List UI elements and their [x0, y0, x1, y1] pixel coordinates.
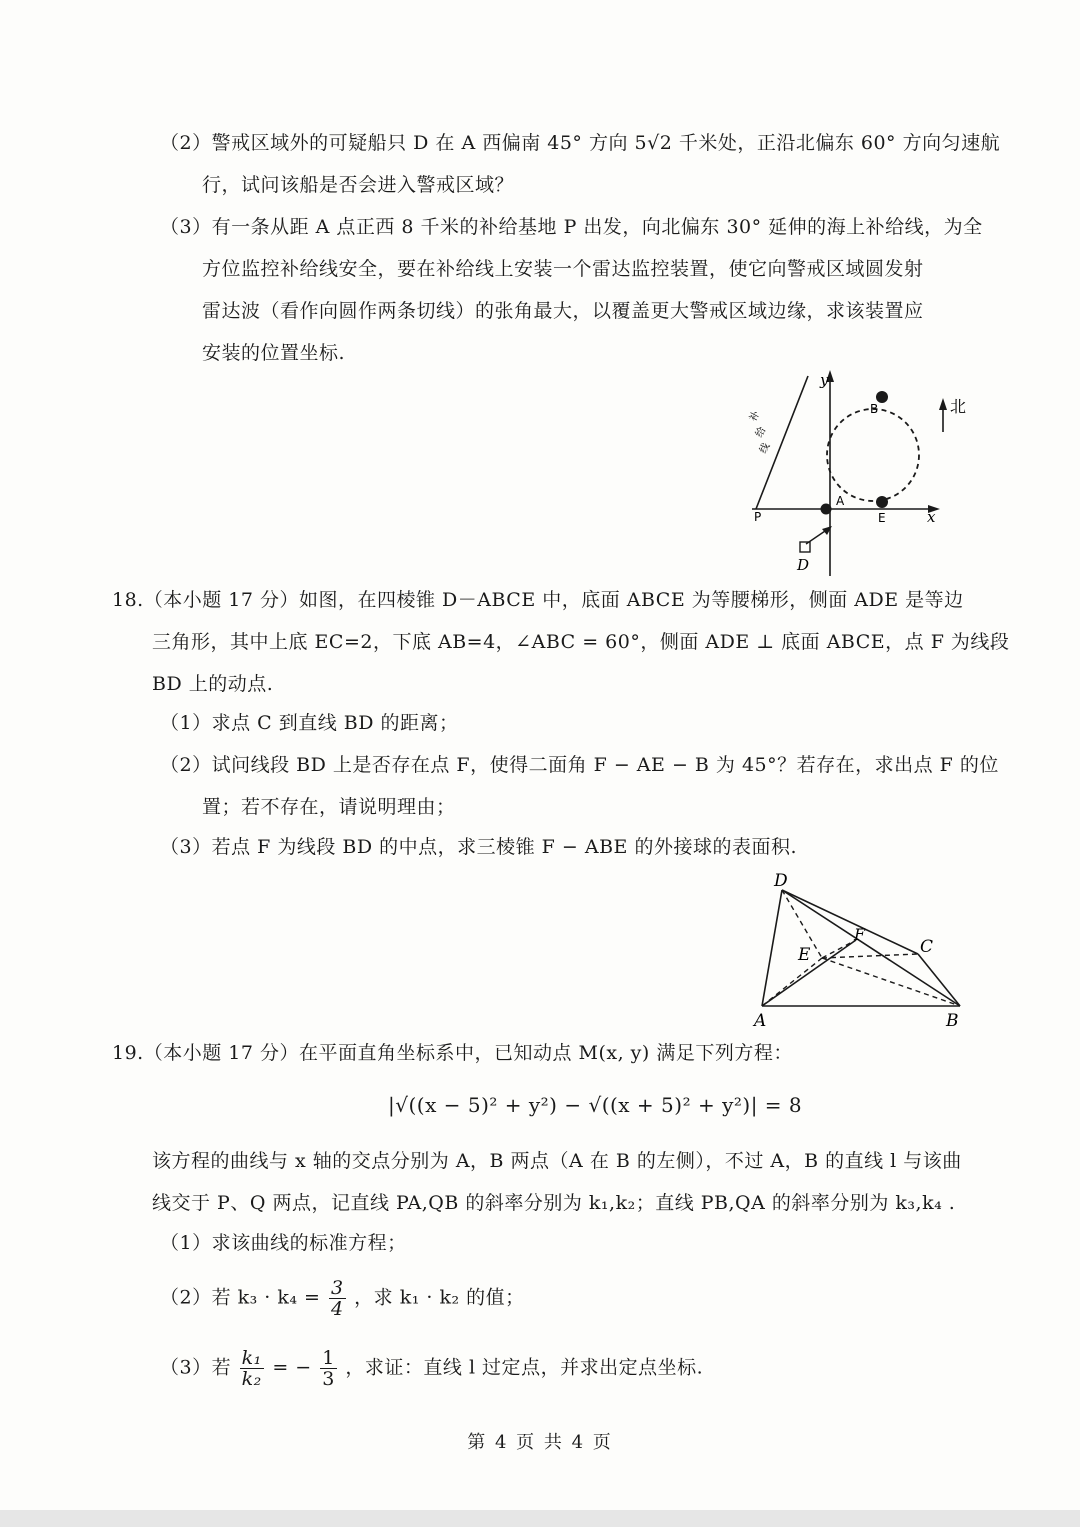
- label-north: 北: [950, 397, 967, 416]
- fraction-denominator: 3: [322, 1368, 335, 1390]
- q18-line2: 三角形，其中上底 EC=2，下底 AB=4，∠ABC = 60°，侧面 ADE ⊥ 底面 ABCE，点 F 为线段: [152, 631, 1010, 653]
- label-x: x: [927, 508, 936, 526]
- label-C: C: [920, 937, 934, 957]
- label-supply-3: 线: [757, 441, 773, 456]
- q17-part3-line2: 方位监控补给线安全，要在补给线上安装一个雷达监控装置，使它向警戒区域圆发射: [202, 258, 924, 280]
- q19-part3: [160, 1348, 703, 1389]
- label-P: P: [754, 510, 762, 524]
- q19-part3-mid: = −: [272, 1356, 312, 1379]
- q19-part3-pre: （3）若: [160, 1356, 232, 1379]
- fraction-k1-k2: [240, 1348, 264, 1389]
- q19-part2: [160, 1278, 525, 1319]
- label-supply-1: 补: [747, 409, 763, 424]
- fraction-denominator: k₂: [241, 1368, 262, 1390]
- q17-figure: [740, 366, 980, 578]
- fraction-numerator: 3: [331, 1277, 344, 1299]
- q19-part2-pre: （2）若 k₃ · k₄ =: [160, 1286, 321, 1309]
- label-B: B: [870, 402, 879, 416]
- q17-part2-line2: 行，试问该船是否会进入警戒区域？: [202, 174, 515, 196]
- label-A: A: [754, 1011, 767, 1030]
- label-B: B: [946, 1011, 959, 1030]
- fraction-denominator: 4: [331, 1298, 344, 1320]
- fraction-numerator: k₁: [241, 1347, 262, 1369]
- label-E: E: [798, 945, 811, 965]
- q19-part2-post: ，求 k₁ · k₂ 的值；: [354, 1286, 525, 1309]
- fraction-1-3: [320, 1348, 337, 1389]
- q19-part1: （1）求该曲线的标准方程；: [160, 1232, 407, 1254]
- page-footer: 第 4 页 共 4 页: [467, 1432, 613, 1453]
- q19-line3: 线交于 P、Q 两点，记直线 PA,QB 的斜率分别为 k₁,k₂；直线 PB,QA 的斜率分别为 k₃,k₄ .: [152, 1192, 956, 1214]
- q17-part3-line4: 安装的位置坐标.: [202, 342, 346, 364]
- q18-part2-line1: （2）试问线段 BD 上是否存在点 F，使得二面角 F − AE − B 为 45°？若存在，求出点 F 的位: [160, 754, 999, 776]
- fraction-numerator: 1: [322, 1347, 335, 1369]
- q17-part3-line1: （3）有一条从距 A 点正西 8 千米的补给基地 P 出发，向北偏东 30° 延伸的海上补给线，为全: [160, 216, 983, 238]
- q17-part2-line1: （2）警戒区域外的可疑船只 D 在 A 西偏南 45° 方向 5√2 千米处，正沿北偏东 60° 方向匀速航: [160, 132, 1001, 154]
- q18-line1: 18.（本小题 17 分）如图，在四棱锥 D－ABCE 中，底面 ABCE 为等腰梯形，侧面 ADE 是等边: [112, 589, 964, 611]
- q19-part3-post: ，求证：直线 l 过定点，并求出定点坐标.: [345, 1356, 704, 1379]
- label-D: D: [774, 871, 788, 891]
- q18-part2-line2: 置；若不存在，请说明理由；: [202, 796, 456, 818]
- q18-part3: （3）若点 F 为线段 BD 的中点，求三棱锥 F − ABE 的外接球的表面积.: [160, 836, 797, 858]
- q19-line2: 该方程的曲线与 x 轴的交点分别为 A，B 两点（A 在 B 的左侧），不过 A，B 的直线 l 与该曲: [152, 1150, 962, 1172]
- label-y: y: [820, 371, 829, 389]
- label-F: F: [854, 925, 866, 944]
- label-D: D: [797, 556, 810, 574]
- q17-part3-line3: 雷达波（看作向圆作两条切线）的张角最大，以覆盖更大警戒区域边缘，求该装置应: [202, 300, 924, 322]
- q18-figure: [750, 870, 980, 1030]
- q19-line1: 19.（本小题 17 分）在平面直角坐标系中，已知动点 M(x, y) 满足下列方程：: [112, 1042, 793, 1064]
- bottom-band: [0, 1510, 1080, 1527]
- label-supply-2: 给: [753, 425, 769, 440]
- q18-part1: （1）求点 C 到直线 BD 的距离；: [160, 712, 459, 734]
- label-E: E: [878, 511, 886, 525]
- q18-line3: BD 上的动点.: [152, 673, 274, 695]
- label-A: A: [836, 494, 845, 508]
- q19-equation: |√((x − 5)² + y²) − √((x + 5)² + y²)| = 8: [388, 1093, 803, 1117]
- fraction-3-4: [329, 1278, 346, 1319]
